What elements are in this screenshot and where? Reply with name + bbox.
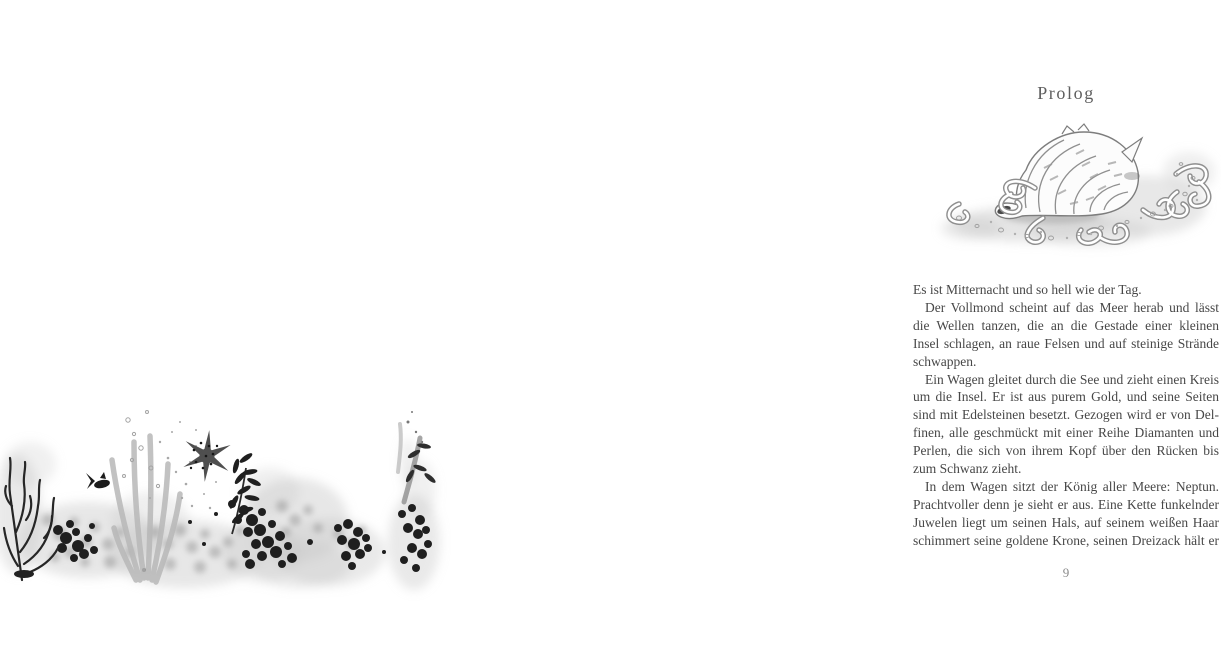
text-line: Juwelen liegt um seinen Hals, auf seinem weißen Haar [913, 514, 1219, 530]
fish-silhouette [86, 472, 111, 490]
text-line: die Wellen tanzen, die an die Gestade einer kleinen [913, 317, 1219, 333]
watercolor-wash [0, 438, 440, 590]
text-line: schwappen. [913, 353, 977, 369]
text-line: Insel schlagen, an raue Felsen und auf steinige Strände [913, 335, 1219, 351]
starfish [182, 430, 233, 483]
text-line: finen, alle geschmückt mit einer Reihe Diamanten und [913, 425, 1219, 441]
seabed-illustration [0, 402, 436, 592]
page-number: 9 [1062, 565, 1070, 580]
text-line: Es ist Mitternacht und so hell wie der Tag. [913, 282, 1142, 297]
text-line: Ein Wagen gleitet durch die See und zieht einen Kreis [925, 371, 1219, 387]
text-line: Prachtvoller denn je sieht er aus. Eine Kette funkelnder [913, 496, 1219, 512]
seashell-illustration [931, 114, 1221, 252]
chapter-heading: Prolog [1037, 83, 1095, 103]
text-line: Der Vollmond scheint auf das Meer herab und lässt [925, 299, 1219, 315]
text-line: Perlen, die sich von ihrem Kopf über den Rücken bis [913, 443, 1219, 459]
right-page [436, 0, 1219, 648]
text-line: schimmert seine goldene Krone, seinen Dreizack hält er [913, 532, 1219, 548]
left-page [0, 0, 436, 648]
text-line: sind mit Edelsteinen besetzt. Gezogen wird er von Del- [913, 407, 1219, 423]
text-line: In dem Wagen sitzt der König aller Meere: Neptun. [925, 478, 1219, 494]
text-line: zum Schwanz zieht. [913, 461, 1022, 477]
text-line: um die Insel. Er ist aus purem Gold, und seine Seiten [913, 389, 1219, 405]
body-text [913, 281, 1219, 550]
